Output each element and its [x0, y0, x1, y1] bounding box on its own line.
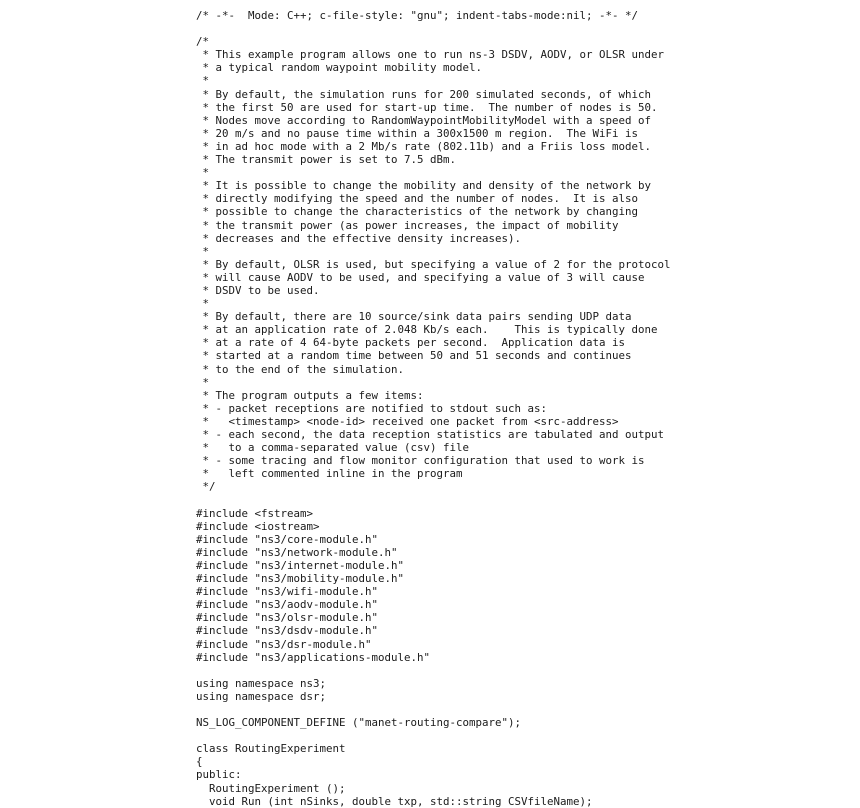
code-line: * at an application rate of 2.048 Kb/s each. This is typically done [196, 323, 658, 337]
code-line: * [196, 297, 210, 311]
code-line: #include <iostream> [196, 519, 320, 533]
code-line: * DSDV to be used. [196, 283, 320, 297]
code-line: * left commented inline in the program [196, 467, 463, 481]
code-line: #include <fstream> [196, 506, 314, 520]
code-line: public: [196, 768, 242, 782]
code-line: * [196, 74, 210, 88]
code-line [196, 729, 860, 742]
code-line: /* -*- Mode: C++; c-file-style: "gnu"; indent-tabs-mode:nil; -*- */ [196, 9, 639, 22]
code-line: * at a rate of 4 64-byte packets per second. Application data is [196, 336, 626, 350]
code-line: * By default, OLSR is used, but specifying a value of 2 for the protocol [196, 257, 671, 271]
code-line: * Nodes move according to RandomWaypointMobilityModel with a speed of [196, 113, 652, 127]
code-line: * to the end of the simulation. [196, 362, 405, 376]
code-line: * [196, 166, 210, 180]
code-line: * The program outputs a few items: [196, 388, 424, 402]
code-line: * It is possible to change the mobility and density of the network by [196, 179, 652, 193]
code-line: * in ad hoc mode with a 2 Mb/s rate (802.11b) and a Friis loss model. [196, 139, 652, 153]
code-line: { [196, 755, 203, 769]
code-line: #include "ns3/core-module.h" [196, 532, 379, 546]
code-line: #include "ns3/olsr-module.h" [196, 611, 379, 625]
code-line: * a typical random waypoint mobility model. [196, 61, 483, 75]
code-line: using namespace ns3; [196, 676, 327, 690]
code-line: #include "ns3/applications-module.h" [196, 650, 431, 664]
code-line: #include "ns3/aodv-module.h" [196, 598, 379, 612]
code-line: * <timestamp> <node-id> received one packet from <src-address> [196, 414, 619, 428]
code-line: * [196, 375, 210, 389]
code-line [196, 664, 860, 677]
code-line: */ [196, 480, 216, 494]
code-line: * the transmit power (as power increases, the impact of mobility [196, 218, 619, 232]
code-line: * possible to change the characteristics of the network by changing [196, 205, 639, 219]
code-line: class RoutingExperiment [196, 742, 346, 756]
code-line: * This example program allows one to run ns-3 DSDV, AODV, or OLSR under [196, 48, 665, 62]
code-line [196, 703, 860, 716]
code-line: * to a comma-separated value (csv) file [196, 441, 470, 455]
code-line: * - packet receptions are notified to stdout such as: [196, 401, 548, 415]
code-line [196, 22, 860, 35]
code-line: #include "ns3/dsdv-module.h" [196, 624, 379, 638]
code-line: void Run (int nSinks, double txp, std::string CSVfileName); [196, 794, 593, 808]
code-line: * - each second, the data reception statistics are tabulated and output [196, 428, 665, 441]
code-line: #include "ns3/dsr-module.h" [196, 637, 372, 651]
code-line: RoutingExperiment (); [196, 781, 346, 795]
code-line: * directly modifying the speed and the number of nodes. It is also [196, 192, 639, 206]
code-line: NS_LOG_COMPONENT_DEFINE ("manet-routing-compare"); [196, 716, 522, 730]
code-line: * started at a random time between 50 and 51 seconds and continues [196, 349, 632, 363]
code-line: #include "ns3/mobility-module.h" [196, 572, 405, 586]
code-line: #include "ns3/network-module.h" [196, 545, 398, 559]
code-line: using namespace dsr; [196, 689, 327, 703]
code-line: * The transmit power is set to 7.5 dBm. [196, 153, 457, 167]
code-line: * By default, the simulation runs for 200 simulated seconds, of which [196, 87, 652, 101]
code-line [196, 493, 860, 506]
code-line: * the first 50 are used for start-up time. The number of nodes is 50. [196, 100, 658, 114]
code-line: #include "ns3/wifi-module.h" [196, 585, 379, 599]
code-line: * - some tracing and flow monitor configuration that used to work is [196, 454, 645, 468]
code-line: #include "ns3/internet-module.h" [196, 558, 405, 572]
code-line: * By default, there are 10 source/sink data pairs sending UDP data [196, 310, 632, 324]
code-line: * will cause AODV to be used, and specifying a value of 3 will cause [196, 270, 645, 284]
code-line: * [196, 244, 210, 258]
code-line: * 20 m/s and no pause time within a 300x1500 m region. The WiFi is [196, 126, 639, 140]
code-line: * decreases and the effective density increases). [196, 231, 522, 245]
code-line: /* [196, 35, 210, 49]
